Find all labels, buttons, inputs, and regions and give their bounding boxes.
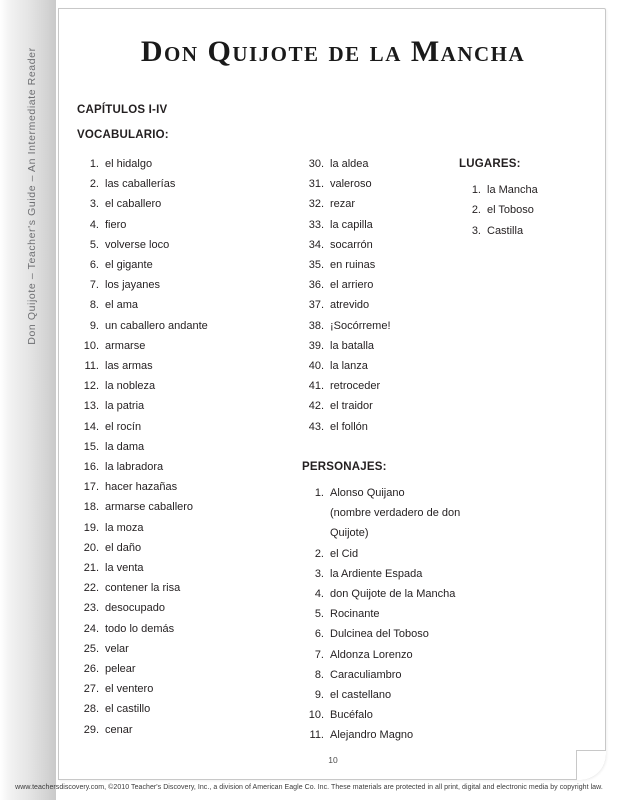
vocabulario-item	[77, 679, 277, 699]
list-item-number: 15.	[83, 440, 99, 453]
vocabulario-item	[77, 639, 277, 659]
vocabulario-item	[302, 215, 467, 235]
personajes-item	[302, 564, 467, 584]
personajes-heading: PERSONAJES:	[302, 460, 387, 473]
list-item-number: 2.	[314, 547, 324, 560]
vocabulario-heading: VOCABULARIO:	[77, 129, 169, 141]
vocabulario-item	[302, 295, 467, 315]
lugares-list	[459, 180, 609, 241]
list-item-label: el hidalgo	[105, 158, 153, 170]
list-item-number: 7.	[314, 648, 324, 661]
list-item-number: 41.	[308, 380, 324, 393]
list-item-label: retroceder	[330, 380, 381, 393]
vocabulario-item	[302, 356, 467, 376]
list-item-number: 10.	[308, 709, 324, 722]
vocabulario-item	[302, 255, 467, 275]
list-item-number: 17.	[83, 481, 99, 494]
list-item-number: 5.	[89, 238, 99, 251]
list-item-label: contener la risa	[105, 582, 181, 595]
list-item-number: 38.	[308, 319, 324, 332]
list-item-label: volverse loco	[105, 238, 170, 251]
list-item-label: Caraculiambro	[330, 668, 402, 681]
list-item-label: el gigante	[105, 259, 153, 272]
page-corner-fold	[576, 750, 606, 780]
vocabulario-item	[77, 275, 277, 295]
list-item-number: 32.	[308, 198, 324, 211]
list-item-number: 24.	[83, 622, 99, 635]
vocabulario-item	[77, 376, 277, 396]
list-item-number: 9.	[314, 689, 324, 702]
list-item-label: hacer hazañas	[105, 481, 178, 494]
lugares-item	[459, 200, 609, 220]
vocabulario-item	[302, 417, 467, 437]
personajes-item	[302, 584, 467, 604]
list-item-label: el castellano	[330, 689, 392, 702]
vocabulario-item	[77, 578, 277, 598]
list-item-number: 30.	[308, 158, 324, 170]
list-item-number: 14.	[83, 420, 99, 433]
list-item-number: 6.	[89, 259, 99, 272]
list-item-label: el ventero	[105, 683, 154, 696]
list-item-label: el Toboso	[487, 204, 534, 217]
personajes-item	[302, 665, 467, 685]
vocabulario-item	[77, 497, 277, 517]
list-item-label: armarse caballero	[105, 501, 194, 514]
list-item-label: Dulcinea del Toboso	[330, 628, 429, 641]
personajes-item	[302, 725, 467, 745]
chapters-label: CAPÍTULOS I-IV	[77, 104, 168, 116]
vocabulario-item	[77, 255, 277, 275]
vocabulario-item	[302, 194, 467, 214]
vocabulario-item	[77, 316, 277, 336]
list-item-number: 39.	[308, 339, 324, 352]
list-item-number: 11.	[84, 360, 99, 373]
list-item-number: 10.	[83, 339, 99, 352]
list-item-label: las caballerías	[105, 178, 176, 191]
vocabulario-item	[77, 477, 277, 497]
list-item-number: 22.	[83, 582, 99, 595]
list-item-label: el arriero	[330, 279, 374, 292]
personajes-item	[302, 685, 467, 705]
list-item-label: el caballero	[105, 198, 162, 211]
vocabulario-item	[77, 659, 277, 679]
vocabulario-item	[302, 316, 467, 336]
list-item-number: 9.	[89, 319, 99, 332]
vocabulario-item	[302, 154, 467, 174]
list-item-number: 20.	[83, 541, 99, 554]
list-item-number: 3.	[314, 567, 324, 580]
list-item-number: 12.	[83, 380, 99, 393]
vocabulario-item	[77, 538, 277, 558]
vocabulario-item	[302, 376, 467, 396]
list-item-label: el castillo	[105, 703, 151, 716]
personajes-block	[302, 457, 467, 746]
list-item-number: 25.	[83, 642, 99, 655]
vocabulario-item	[302, 275, 467, 295]
list-item-number: 1.	[89, 158, 99, 170]
list-item-label: el rocín	[105, 420, 142, 433]
vocabulario-item	[77, 417, 277, 437]
list-item-label: fiero	[105, 218, 127, 231]
book-spine	[0, 0, 56, 800]
list-item-number: 21.	[83, 562, 99, 575]
vocabulario-item	[302, 396, 467, 416]
vocabulario-item	[302, 235, 467, 255]
list-item-number: 18.	[83, 501, 99, 514]
vocabulario-item	[77, 174, 277, 194]
spine-label: Don Quijote – Teacher's Guide – An Intermediate Reader	[26, 47, 38, 345]
list-item-label: valeroso	[330, 178, 372, 191]
list-item-number: 8.	[89, 299, 99, 312]
vocabulario-column-2	[302, 154, 467, 746]
vocabulario-item	[77, 518, 277, 538]
list-item-number: 4.	[89, 218, 99, 231]
list-item-number: 42.	[308, 400, 324, 413]
vocabulario-column-1	[77, 154, 277, 740]
list-item-number: 33.	[308, 218, 324, 231]
list-item-number: 1.	[471, 184, 481, 197]
list-item-label: la capilla	[330, 218, 373, 231]
list-item-number: 19.	[83, 521, 99, 534]
vocabulario-item	[77, 699, 277, 719]
vocabulario-item	[77, 619, 277, 639]
personajes-item	[302, 624, 467, 644]
list-item-number: 23.	[83, 602, 99, 615]
list-item-number: 4.	[314, 588, 324, 601]
list-item-label: la Mancha	[487, 184, 538, 197]
list-item-sublabel: (nombre verdadero de don Quijote)	[330, 507, 461, 540]
list-item-number: 28.	[83, 703, 99, 716]
list-item-number: 5.	[314, 608, 324, 621]
vocabulario-item	[77, 396, 277, 416]
list-item-number: 36.	[308, 279, 324, 292]
vocabulario-item	[77, 215, 277, 235]
list-item-label: cenar	[105, 723, 133, 736]
list-item-label: la batalla	[330, 339, 375, 352]
list-item-label: el daño	[105, 541, 142, 554]
list-item-label: socarrón	[330, 238, 373, 251]
list-item-label: el ama	[105, 299, 139, 312]
vocabulario-item	[77, 457, 277, 477]
list-item-label: Aldonza Lorenzo	[330, 648, 413, 661]
list-item-label: la dama	[105, 440, 145, 453]
list-item-number: 3.	[471, 224, 481, 237]
list-item-number: 11.	[309, 729, 324, 742]
list-item-label: velar	[105, 642, 129, 655]
list-item-label: las armas	[105, 360, 153, 373]
vocabulario-list-1	[77, 154, 277, 740]
vocabulario-item	[77, 437, 277, 457]
list-item-number: 6.	[314, 628, 324, 641]
list-item-label: el follón	[330, 420, 368, 433]
lugares-column	[459, 154, 609, 241]
list-item-label: la Ardiente Espada	[330, 567, 423, 580]
vocabulario-item	[302, 174, 467, 194]
list-item-number: 37.	[308, 299, 324, 312]
list-item-number: 2.	[471, 204, 481, 217]
list-item-label: ¡Socórreme!	[330, 319, 391, 332]
personajes-item	[302, 604, 467, 624]
vocabulario-item	[77, 235, 277, 255]
vocabulario-item	[77, 558, 277, 578]
list-item-label: la aldea	[330, 158, 369, 170]
list-item-number: 29.	[83, 723, 99, 736]
personajes-list	[302, 483, 467, 746]
personajes-item	[302, 645, 467, 665]
list-item-number: 27.	[83, 683, 99, 696]
list-item-number: 16.	[83, 461, 99, 474]
list-item-label: Castilla	[487, 224, 524, 237]
list-item-number: 31.	[308, 178, 324, 191]
vocabulario-item	[77, 720, 277, 740]
list-item-label: la patria	[105, 400, 145, 413]
list-item-label: la lanza	[330, 360, 368, 373]
list-item-number: 2.	[89, 178, 99, 191]
lugares-heading: LUGARES:	[459, 158, 521, 170]
list-item-label: la moza	[105, 521, 144, 534]
paper-sheet	[58, 8, 606, 780]
personajes-item	[302, 483, 467, 544]
list-item-label: los jayanes	[105, 279, 161, 292]
list-item-label: el traidor	[330, 400, 373, 413]
list-item-label: Alejandro Magno	[330, 729, 414, 742]
list-item-number: 1.	[314, 487, 324, 500]
list-item-label: armarse	[105, 339, 146, 352]
list-item-label: atrevido	[330, 299, 370, 312]
list-item-label: don Quijote de la Mancha	[330, 588, 456, 601]
list-item-number: 34.	[308, 238, 324, 251]
list-item-number: 43.	[308, 420, 324, 433]
vocabulario-item	[77, 598, 277, 618]
list-item-label: pelear	[105, 663, 136, 676]
vocabulario-item	[77, 154, 277, 174]
list-item-number: 35.	[308, 259, 324, 272]
list-item-label: en ruinas	[330, 259, 376, 272]
list-item-number: 26.	[83, 663, 99, 676]
list-item-label: Bucéfalo	[330, 709, 373, 722]
page-title: Don Quijote de la Mancha	[140, 35, 526, 68]
vocabulario-item	[77, 295, 277, 315]
list-item-number: 40.	[308, 360, 324, 373]
list-item-label: el Cid	[330, 547, 359, 560]
list-item-label: desocupado	[105, 602, 165, 615]
list-item-label: Rocinante	[330, 608, 380, 621]
list-item-label: todo lo demás	[105, 622, 175, 635]
vocabulario-item	[77, 336, 277, 356]
list-item-label: la venta	[105, 562, 144, 575]
vocabulario-list-2	[302, 154, 467, 437]
lugares-item	[459, 180, 609, 200]
vocabulario-item	[77, 194, 277, 214]
vocabulario-item	[77, 356, 277, 376]
list-item-number: 13.	[83, 400, 99, 413]
list-item-number: 7.	[89, 279, 99, 292]
list-item-number: 3.	[89, 198, 99, 211]
vocabulario-item	[302, 336, 467, 356]
lugares-item	[459, 221, 609, 241]
copyright-footer: www.teachersdiscovery.com, ©2010 Teacher's Discovery, Inc., a division of American Eagle Co. Inc. These materials are protected in all print, digital and electronic media by copyright law.	[15, 784, 603, 791]
page-number: 10	[328, 755, 338, 765]
list-item-label: un caballero andante	[105, 319, 208, 332]
personajes-item	[302, 544, 467, 564]
list-item-number: 8.	[314, 668, 324, 681]
list-item-label: Alonso Quijano	[330, 487, 405, 500]
list-item-label: la labradora	[105, 461, 164, 474]
list-item-label: la nobleza	[105, 380, 156, 393]
list-item-label: rezar	[330, 198, 356, 211]
personajes-item	[302, 705, 467, 725]
